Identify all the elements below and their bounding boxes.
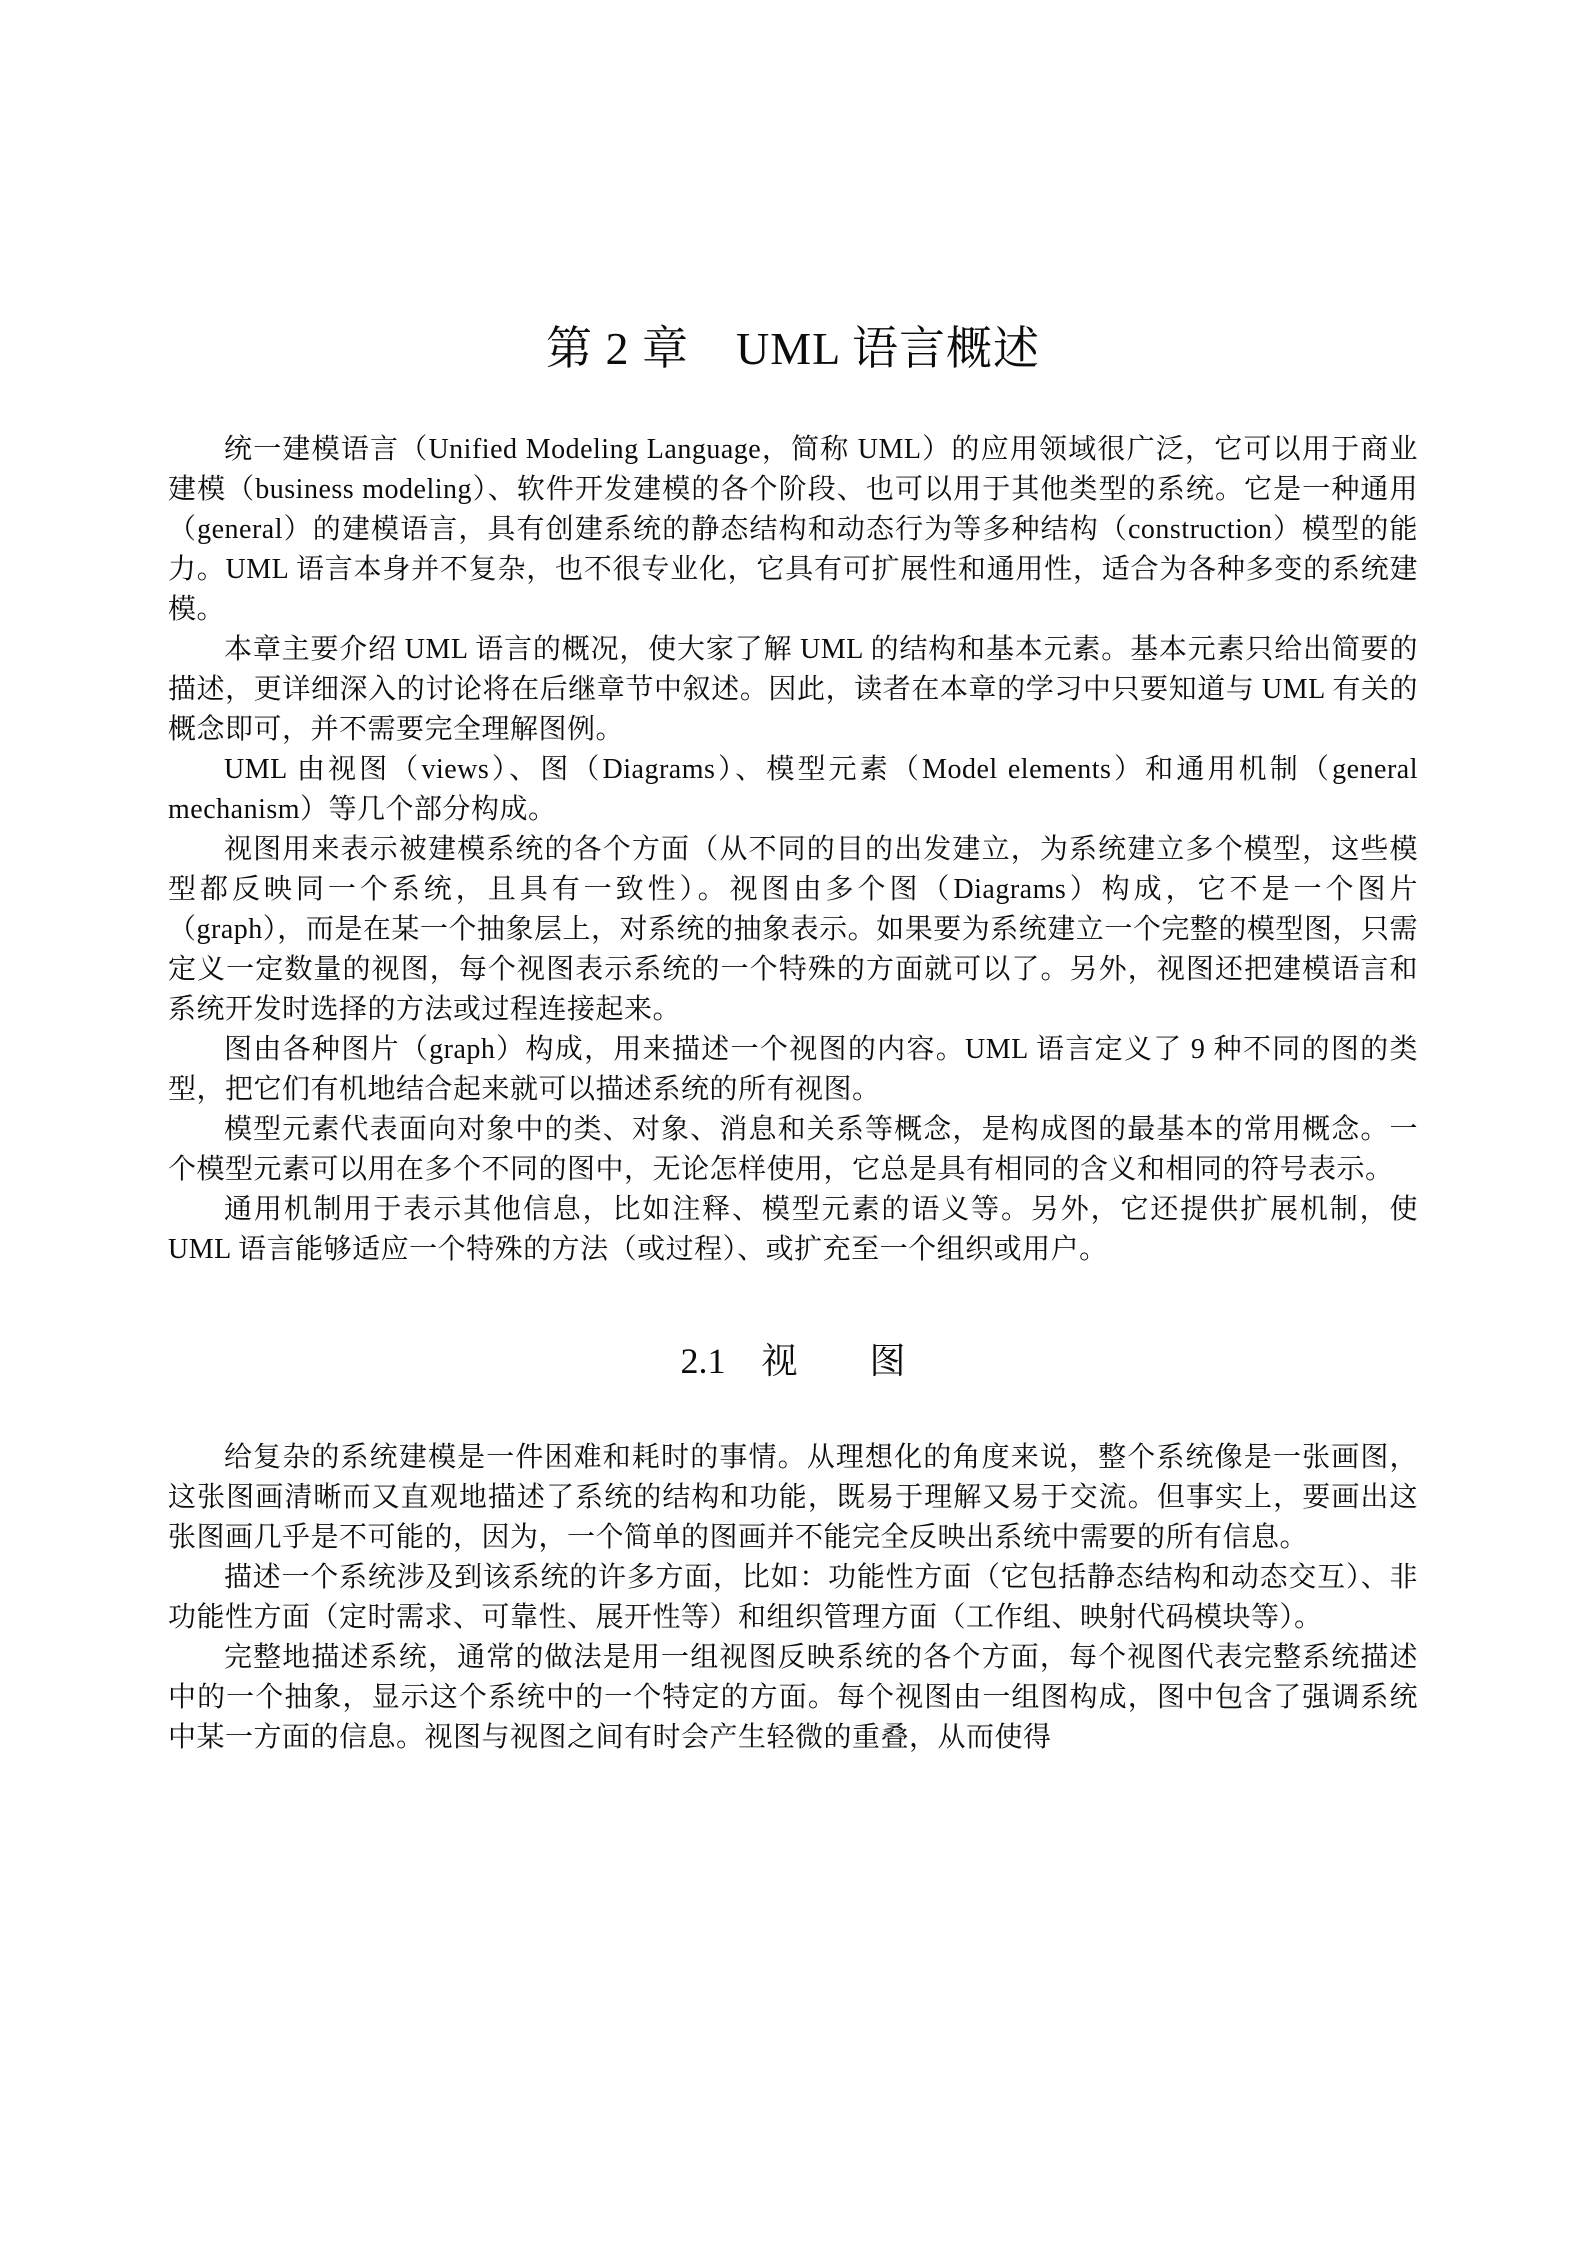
paragraph: 完整地描述系统，通常的做法是用一组视图反映系统的各个方面，每个视图代表完整系统描述中的一个抽象，显示这个系统中的一个特定的方面。每个视图由一组图构成，图中包含了强调系统中某一方面的信息。视图与视图之间有时会产生轻微的重叠，从而使得 [168,1642,1418,1753]
paragraph: 图由各种图片（graph）构成，用来描述一个视图的内容。UML 语言定义了 9 种不同的图的类型，把它们有机地结合起来就可以描述系统的所有视图。 [168,1034,1418,1105]
chapter-intro [168,430,1418,1270]
paragraph: 视图用来表示被建模系统的各个方面（从不同的目的出发建立，为系统建立多个模型，这些模型都反映同一个系统，且具有一致性）。视图由多个图（Diagrams）构成，它不是一个图片（graph），而是在某一个抽象层上，对系统的抽象表示。如果要为系统建立一个完整的模型图，只需定义一定数量的视图，每个视图表示系统的一个特殊的方面就可以了。另外，视图还把建模语言和系统开发时选择的方法或过程连接起来。 [168,834,1418,1025]
paragraph: 描述一个系统涉及到该系统的许多方面，比如：功能性方面（它包括静态结构和动态交互）、非功能性方面（定时需求、可靠性、展开性等）和组织管理方面（工作组、映射代码模块等）。 [168,1562,1418,1633]
chapter-title: 第 2 章 UML 语言概述 [545,323,1040,374]
paragraph: 通用机制用于表示其他信息，比如注释、模型元素的语义等。另外，它还提供扩展机制，使 UML 语言能够适应一个特殊的方法（或过程）、或扩充至一个组织或用户。 [168,1194,1418,1265]
paragraph: 本章主要介绍 UML 语言的概况，使大家了解 UML 的结构和基本元素。基本元素只给出简要的描述，更详细深入的讨论将在后继章节中叙述。因此，读者在本章的学习中只要知道与 UML 有关的概念即可，并不需要完全理解图例。 [168,634,1418,745]
section-heading: 2.1 视 图 [680,1341,906,1381]
paragraph: 给复杂的系统建模是一件困难和耗时的事情。从理想化的角度来说，整个系统像是一张画图，这张图画清晰而又直观地描述了系统的结构和功能，既易于理解又易于交流。但事实上，要画出这张图画几乎是不可能的，因为，一个简单的图画并不能完全反映出系统中需要的所有信息。 [168,1442,1418,1553]
paragraph: 模型元素代表面向对象中的类、对象、消息和关系等概念，是构成图的最基本的常用概念。一个模型元素可以用在多个不同的图中，无论怎样使用，它总是具有相同的含义和相同的符号表示。 [168,1114,1418,1185]
paragraph: UML 由视图（views）、图（Diagrams）、模型元素（Model elements）和通用机制（general mechanism）等几个部分构成。 [168,754,1418,825]
document-page [168,0,1418,1758]
section-body [168,1438,1418,1758]
paragraph: 统一建模语言（Unified Modeling Language，简称 UML）的应用领域很广泛，它可以用于商业建模（business modeling）、软件开发建模的各个阶段、也可以用于其他类型的系统。它是一种通用（general）的建模语言，具有创建系统的静态结构和动态行为等多种结构（construction）模型的能力。UML 语言本身并不复杂，也不很专业化，它具有可扩展性和通用性，适合为各种多变的系统建模。 [168,434,1418,625]
